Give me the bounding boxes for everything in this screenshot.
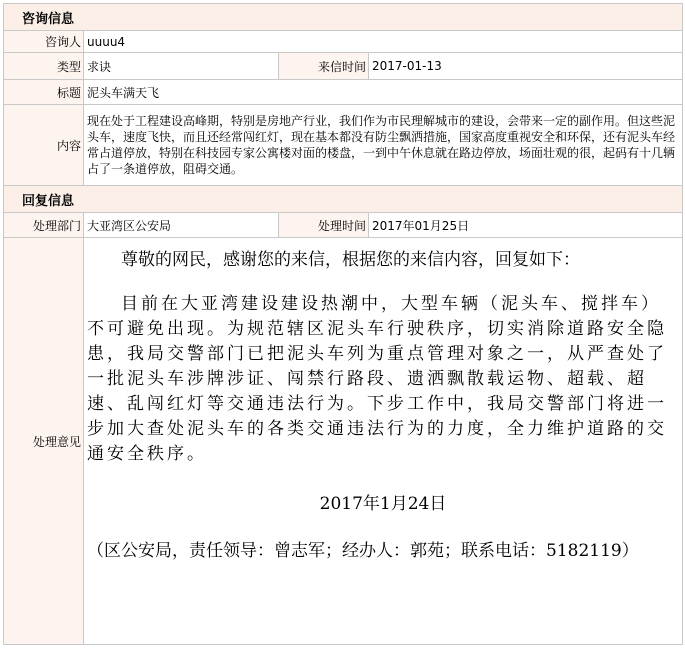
reply-body: 目前在大亚湾建设建设热潮中，大型车辆（泥头车、搅拌车）不可避免出现。为规范辖区泥头车行驶秩序，切实消除道路安全隐患，我局交警部门已把泥头车列为重点管理对象之一，从严查处了一批泥头车涉牌涉证、闯禁行路段、遗洒飘散载运物、超载、超速、乱闯红灯等交通违法行为。下步工作中，我局交警部门将进一步加大查处泥头车的各类交通违法行为的力度，全力维护道路的交通安全秩序。 [87,294,667,464]
reply-sign-date: 2017年1月24日 [319,494,447,514]
reply-section-header: 回复信息 [4,186,683,213]
title-value: 泥头车满天飞 [84,80,683,105]
type-value: 求诀 [84,53,279,80]
dept-value: 大亚湾区公安局 [84,213,279,238]
reply-contact: （区公安局，责任领导：曾志军；经办人：郭苑；联系电话：5182119） [87,541,639,561]
dept-label: 处理部门 [4,213,84,238]
type-label: 类型 [4,53,84,80]
opinion-label: 处理意见 [4,238,84,645]
date-value: 2017-01-13 [369,53,683,80]
content-value: 现在处于工程建设高峰期，特别是房地产行业，我们作为市民理解城市的建设，会带来一定的副作用。但这些泥头车，速度飞快，而且还经常闯红灯，现在基本都没有防尘飘洒措施，国家高度重视安全和环保，还有泥头车经常占道停放，特别在科技园专家公寓楼对面的楼盘，一到中午休息就在路边停放，场面壮观的很，起码有十几辆占了一条道停放，阻碍交通。 [84,105,683,186]
person-label: 咨询人 [4,31,84,53]
time-label: 处理时间 [279,213,369,238]
reply-greeting: 尊敬的网民，感谢您的来信，根据您的来信内容，回复如下： [121,250,580,270]
opinion-value [84,238,683,645]
person-value: uuuu4 [84,31,683,53]
content-label: 内容 [4,105,84,186]
consult-section-header: 咨询信息 [4,4,683,31]
date-label: 来信时间 [279,53,369,80]
time-value: 2017年01月25日 [369,213,683,238]
detail-table [3,3,683,645]
title-label: 标题 [4,80,84,105]
